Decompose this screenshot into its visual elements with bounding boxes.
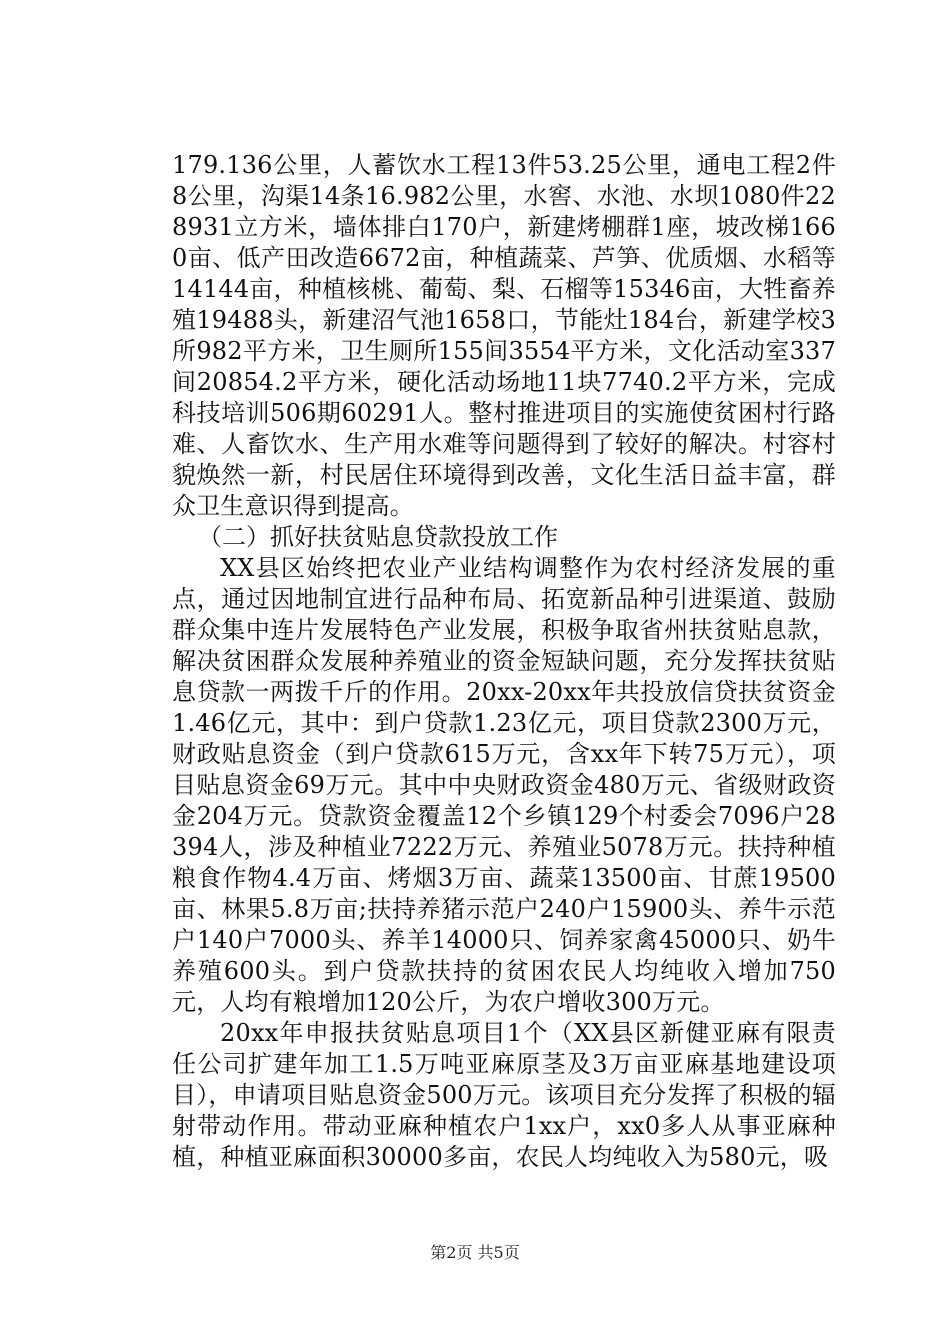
paragraph-infrastructure-stats: 179.136公里，人蓄饮水工程13件53.25公里，通电工程2件8公里，沟渠14条16.982公里，水窖、水池、水坝1080件228931立方米，墙体排白170户，新建烤棚群1座，坡改梯1660亩、低产田改造6672亩，种植蔬菜、芦笋、优质烟、水稻等14144亩，种植核桃、葡萄、梨、石榴等15346亩，大牲畜养殖19488头，新建沼气池1658口，节能灶184台，新建学校3所982平方米，卫生厕所155间3554平方米，文化活动室337间20854.2平方米，硬化活动场地11块7740.2平方米，完成科技培训506期60291人。整村推进项目的实施使贫困村行路难、人畜饮水、生产用水难等问题得到了较好的解决。村容村貌焕然一新，村民居住环境得到改善，文化生活日益丰富，群众卫生意识得到提高。 [172, 151, 836, 520]
section-heading-loans: （二）抓好扶贫贴息贷款投放工作 [198, 523, 558, 551]
paragraph-flax-project: 20xx年申报扶贫贴息项目1个（XX县区新健亚麻有限责任公司扩建年加工1.5万吨亚麻原茎及3万亩亚麻基地建设项目），申请项目贴息资金500万元。该项目充分发挥了积极的辐射带动作用。带动亚麻种植农户1xx户，xx0多人从事亚麻种植，种植亚麻面积30000多亩，农民人均纯收入为580元，吸 [172, 1019, 836, 1171]
paragraph-loan-investment: XX县区始终把农业产业结构调整作为农村经济发展的重点，通过因地制宜进行品种布局、拓宽新品种引进渠道、鼓励群众集中连片发展特色产业发展，积极争取省州扶贫贴息款，解决贫困群众发展种养殖业的资金短缺问题，充分发挥扶贫贴息贷款一两拨千斤的作用。20xx-20xx年共投放信贷扶贫资金1.46亿元，其中：到户贷款1.23亿元，项目贷款2300万元，财政贴息资金（到户贷款615万元，含xx年下转75万元），项目贴息资金69万元。其中中央财政资金480万元、省级财政资金204万元。贷款资金覆盖12个乡镇129个村委会7096户28394人，涉及种植业7222万元、养殖业5078万元。扶持种植粮食作物4.4万亩、烤烟3万亩、蔬菜13500亩、甘蔗19500亩、林果5.8万亩;扶持养猪示范户240户15900头、养牛示范户140户7000头、养羊14000只、饲养家禽45000只、奶牛养殖600头。到户贷款扶持的贫困农民人均纯收入增加750元，人均有粮增加120公斤，为农户增收300万元。 [172, 554, 836, 1016]
page-footer: 第2页 共5页 [430, 1243, 520, 1262]
document-body [172, 150, 836, 1173]
